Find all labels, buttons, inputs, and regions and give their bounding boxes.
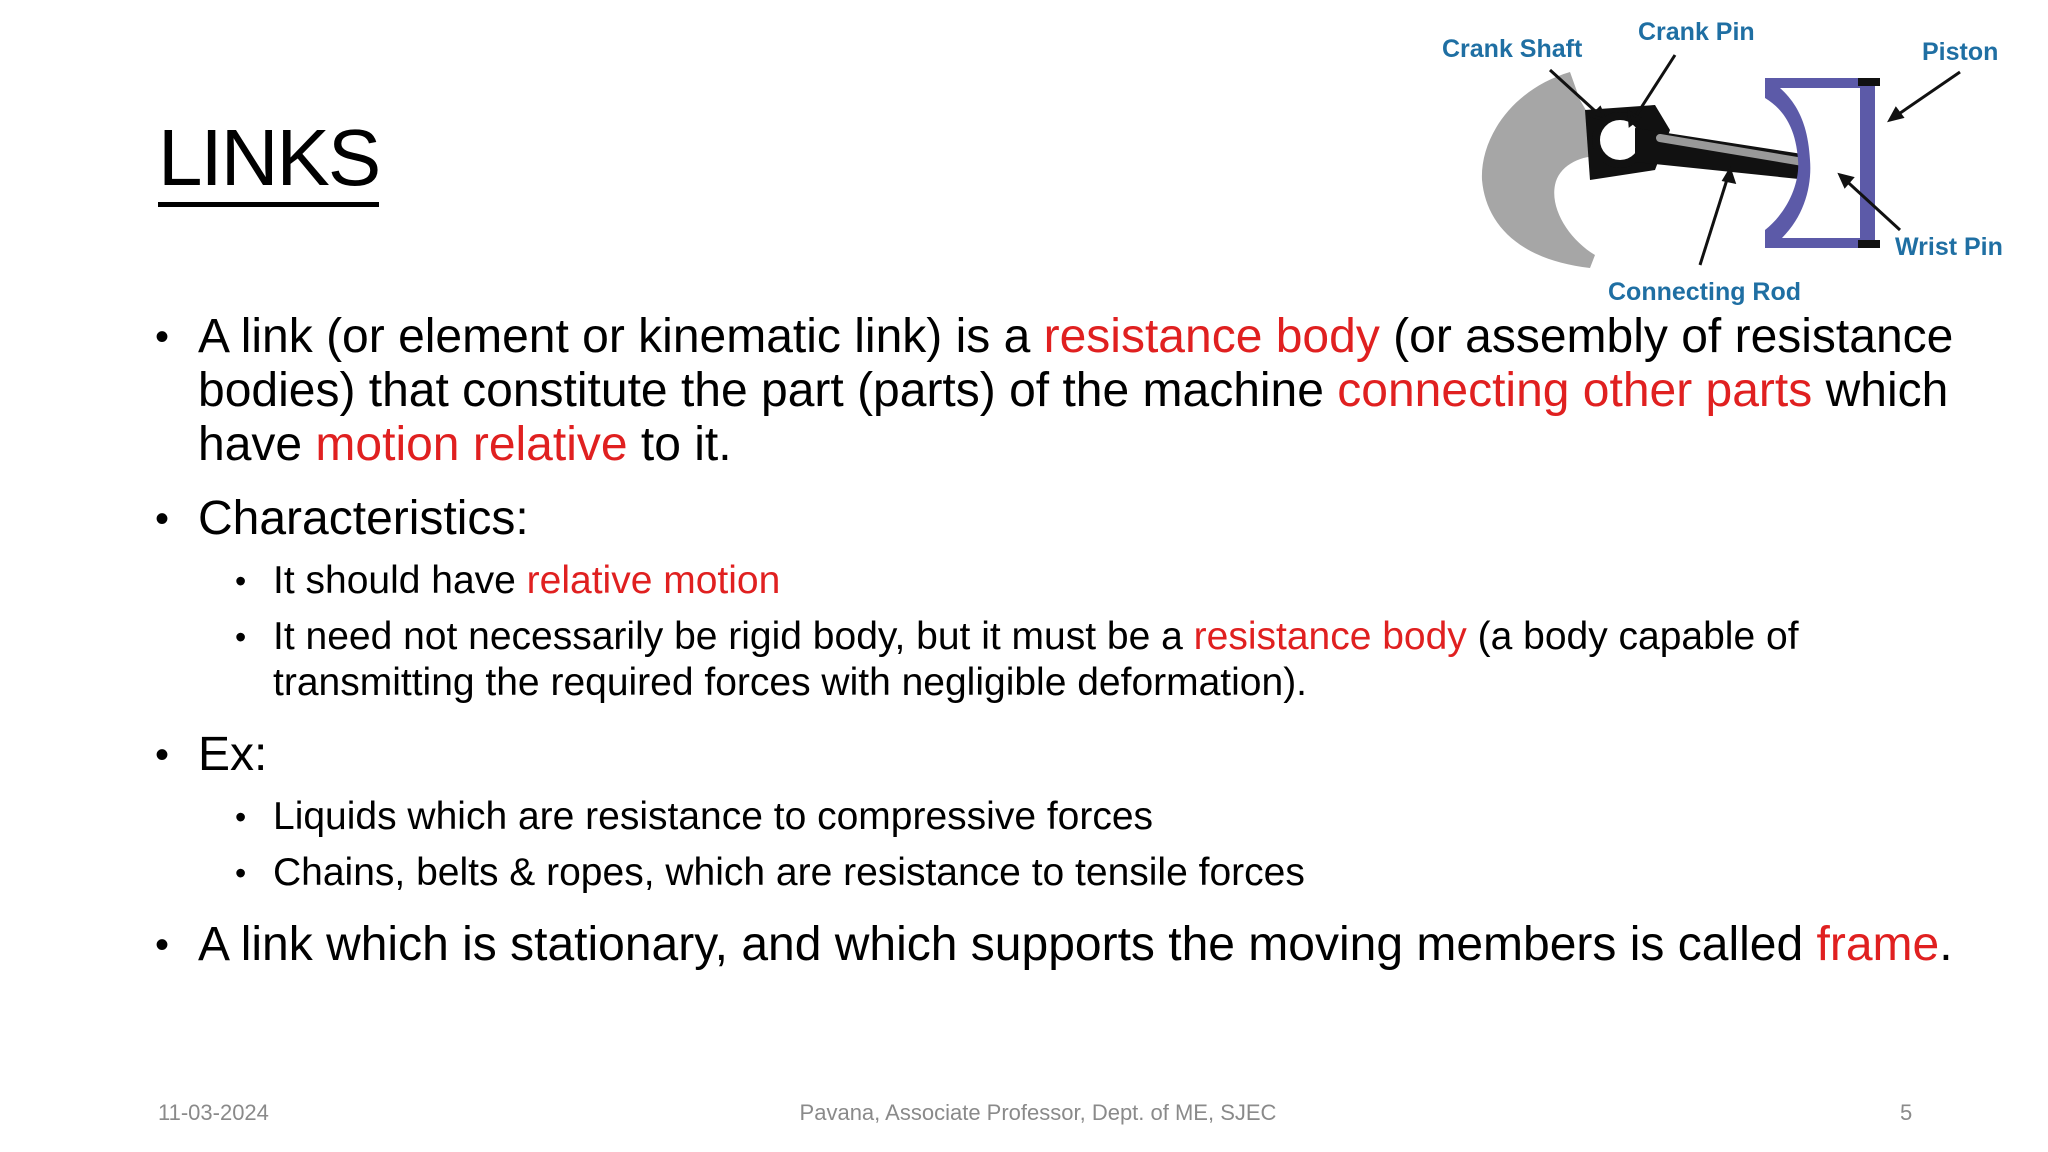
- crank-mechanism-svg: [1420, 10, 2020, 310]
- sub-bullet-resistance-body: [155, 614, 1955, 706]
- label-wrist-pin: Wrist Pin: [1895, 233, 2003, 261]
- bullet-examples: [155, 728, 1955, 782]
- text: (a body capable of transmitting the required forces with negligible deformation).: [273, 615, 1799, 704]
- slide-title: LINKS: [158, 118, 379, 207]
- footer-author: Pavana, Associate Professor, Dept. of ME, SJEC: [799, 1100, 1277, 1125]
- sub-bullet-relative-motion: [155, 558, 1955, 604]
- piston-ring-2: [1858, 240, 1880, 248]
- highlight-text: motion relative: [315, 418, 628, 471]
- piston-ring-1: [1858, 78, 1880, 86]
- text: A link which is stationary, and which supports the moving members is called: [198, 918, 1817, 971]
- text: Chains, belts & ropes, which are resistance to tensile forces: [273, 851, 1305, 894]
- text: Ex:: [198, 728, 268, 781]
- bullet-list: [155, 310, 1955, 992]
- bullet-definition: [155, 310, 1955, 472]
- sub-bullet-dot: •: [235, 563, 247, 599]
- text: It need not necessarily be rigid body, but it must be a: [273, 615, 1194, 658]
- bullet-frame: [155, 918, 1955, 972]
- bullet-dot: •: [155, 733, 170, 777]
- text: Liquids which are resistance to compressive forces: [273, 795, 1154, 838]
- bullet-dot: •: [155, 315, 170, 359]
- label-piston: Piston: [1922, 38, 1999, 66]
- footer-date: 11-03-2024: [158, 1100, 269, 1125]
- text: Characteristics:: [198, 492, 529, 545]
- highlight-text: relative motion: [526, 559, 781, 602]
- highlight-text: connecting other parts: [1337, 364, 1813, 417]
- label-connecting-rod: Connecting Rod: [1608, 278, 1802, 306]
- text: to it.: [627, 418, 732, 471]
- sub-bullet-dot: •: [235, 855, 247, 891]
- crank-mechanism-diagram: [1420, 10, 2020, 310]
- sub-bullet-dot: •: [235, 799, 247, 835]
- text: which have: [198, 364, 1949, 471]
- text: .: [1939, 918, 1953, 971]
- label-crank-pin: Crank Pin: [1638, 18, 1755, 46]
- bullet-dot: •: [155, 497, 170, 541]
- highlight-text: resistance body: [1193, 615, 1467, 658]
- text: (or assembly of resistance bodies) that constitute the part (parts) of the machine: [198, 310, 1954, 417]
- footer-page-number: 5: [1900, 1100, 1913, 1125]
- sub-bullet-chains: [155, 850, 1955, 896]
- characteristics-sublist: [155, 558, 1955, 706]
- sub-bullet-dot: •: [235, 619, 247, 655]
- highlight-text: resistance body: [1043, 310, 1380, 363]
- examples-sublist: [155, 794, 1955, 896]
- highlight-text: frame: [1816, 918, 1940, 971]
- sub-bullet-liquids: [155, 794, 1955, 840]
- bullet-characteristics: [155, 492, 1955, 546]
- text: It should have: [273, 559, 527, 602]
- bullet-dot: •: [155, 923, 170, 967]
- text: A link (or element or kinematic link) is a: [198, 310, 1044, 363]
- label-crank-shaft: Crank Shaft: [1442, 35, 1583, 63]
